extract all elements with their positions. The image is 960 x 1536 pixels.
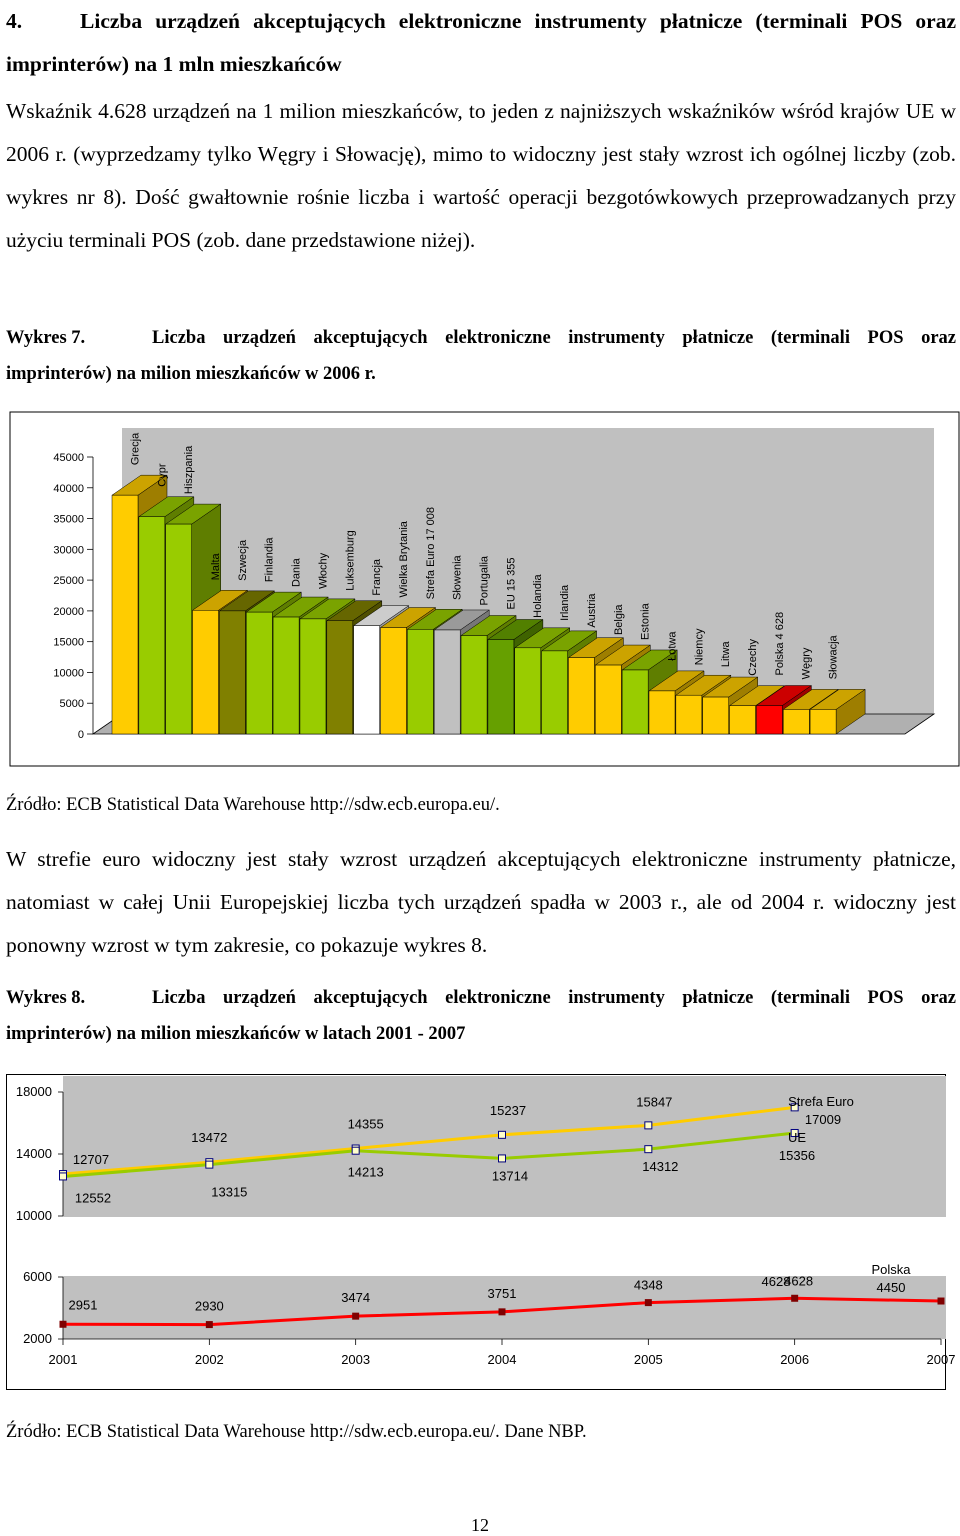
- chart7-category-label: Łotwa: [666, 631, 679, 661]
- figure8-caption: [6, 980, 956, 1052]
- figure7-title: Liczba urządzeń akceptujących elektroniczne instrumenty płatnicze (terminali POS oraz imprinterów) na milion mieszkańców w 2006 r.: [6, 328, 956, 384]
- section-heading: [6, 0, 956, 86]
- chart7-ytick-label: 0: [77, 729, 84, 741]
- chart7-category-label: Finlandia: [263, 537, 276, 583]
- chart7-ytick-label: 45000: [53, 452, 84, 464]
- chart8-point: [645, 1146, 652, 1153]
- chart8-data-label: 2930: [194, 1298, 224, 1314]
- chart8-xtick-label: 2004: [487, 1352, 517, 1367]
- chart7-category-label: Francja: [371, 558, 384, 596]
- chart7-category-label: Słowenia: [451, 555, 464, 600]
- chart7-category-label: EU 15 355: [505, 557, 518, 610]
- chart7-category-label: Węgry: [800, 647, 813, 680]
- chart8-point: [60, 1173, 67, 1180]
- chart8-data-label: 15847: [636, 1094, 673, 1110]
- chart8-ytick-label: 6000: [23, 1269, 52, 1284]
- chart7-category-label: Luksemburg: [344, 530, 357, 591]
- chart7-category-label: Włochy: [317, 552, 330, 589]
- chart7-category-label: Wielka Brytania: [398, 521, 410, 598]
- figure7-chart: [10, 412, 960, 767]
- chart8-data-label: 13472: [191, 1130, 228, 1146]
- chart7-category-label: Dania: [290, 558, 303, 588]
- chart8-series-name: UE: [787, 1130, 807, 1145]
- chart8-point: [938, 1298, 944, 1304]
- chart8-axis-break: [63, 1217, 946, 1276]
- chart8-data-label: 14213: [347, 1164, 384, 1180]
- chart7-category-label: Szwecja: [236, 539, 249, 581]
- chart8-data-label: 15356: [778, 1148, 816, 1163]
- chart8-ytick-label: 18000: [15, 1084, 52, 1099]
- chart8-point: [206, 1322, 212, 1328]
- chart7-ytick-label: 40000: [53, 482, 84, 495]
- chart8-point: [60, 1321, 66, 1327]
- figure8-label: Wykres 8.: [6, 988, 86, 1008]
- chart7-category-label: Czechy: [747, 638, 760, 676]
- chart7-category-label: Malta: [210, 553, 223, 581]
- chart8-xtick-label: 2003: [341, 1352, 371, 1367]
- figure7-source: Źródło: ECB Statistical Data Warehouse http://sdw.ecb.europa.eu/.: [6, 795, 500, 815]
- paragraph-2: W strefie euro widoczny jest stały wzrost urządzeń akceptujących elektroniczne instrumenty płatnicze, natomiast w całej Unii Europejskiej liczba tych urządzeń spadła w 2003 r., ale od 2004 r. widoczny jest ponowny wzrost w tym zakresie, co pokazuje wykres 8.: [6, 847, 956, 957]
- chart8-data-label: 13315: [211, 1184, 248, 1200]
- figure7-label: Wykres 7.: [6, 328, 86, 348]
- chart7-ytick-label: 25000: [53, 575, 84, 588]
- chart7-category-label: Holandia: [532, 574, 545, 618]
- chart8-data-label: 14355: [347, 1116, 384, 1132]
- chart8-point: [352, 1147, 359, 1154]
- figure8-source: Źródło: ECB Statistical Data Warehouse http://sdw.ecb.europa.eu/. Dane NBP.: [6, 1422, 587, 1442]
- chart8-xtick-label: 2001: [48, 1352, 78, 1367]
- chart7-ytick-label: 15000: [53, 636, 84, 649]
- chart7-category-label: Polska 4 628: [773, 611, 786, 676]
- chart7-category-label: Grecja: [129, 432, 142, 466]
- chart8-xtick-label: 2002: [194, 1352, 224, 1367]
- chart8-point: [499, 1155, 506, 1162]
- chart7-category-label: Estonia: [639, 603, 652, 640]
- chart8-point: [499, 1131, 506, 1138]
- chart8-series-name: Strefa Euro: [788, 1094, 854, 1109]
- chart8-data-label: 12552: [74, 1190, 112, 1206]
- chart8-point: [792, 1295, 798, 1301]
- chart8-point: [645, 1122, 652, 1129]
- chart8-data-label: 2951: [68, 1297, 98, 1313]
- chart8-data-label: 13714: [491, 1168, 529, 1184]
- figure7-caption: [6, 320, 956, 392]
- chart7-ytick-label: 5000: [59, 698, 84, 711]
- chart7-ytick-label: 30000: [53, 544, 84, 557]
- figure8-chart: [6, 1074, 956, 1390]
- chart8-xtick-label: 2007: [926, 1352, 956, 1367]
- chart7-category-label: Belgia: [612, 604, 625, 636]
- chart8-data-label: 4628: [761, 1274, 791, 1289]
- chart8-ytick-label: 2000: [23, 1331, 52, 1346]
- page-number: 12: [471, 1515, 489, 1535]
- chart7-category-label: Litwa: [720, 641, 733, 668]
- chart8-point: [645, 1300, 651, 1306]
- chart8-series-name: Polska: [871, 1262, 911, 1277]
- chart8-point: [499, 1309, 505, 1315]
- chart8-data-label: 3751: [487, 1285, 517, 1301]
- chart8-data-label: 15237: [489, 1102, 527, 1118]
- chart8-xtick-label: 2005: [633, 1352, 663, 1367]
- chart7-category-label: Irlandia: [559, 584, 572, 621]
- chart8-data-label: 4348: [633, 1277, 663, 1293]
- chart7-category-label: Słowacja: [827, 635, 840, 680]
- paragraph-1: Wskaźnik 4.628 urządzeń na 1 milion mieszkańców, to jeden z najniższych wskaźników wśród krajów UE w 2006 r. (wyprzedzamy tylko Węgry i Słowację), mimo to widoczny jest stały wzrost ich ogólnej liczby (zob. wykres nr 8). Dość gwałtownie rośnie liczba i wartość operacji bezgotówkowych przeprowadzanych przy użyciu terminali POS (zob. dane przedstawione niżej).: [6, 99, 956, 252]
- chart7-category-label: Strefa Euro 17 008: [424, 506, 437, 600]
- chart8-data-label: 14312: [642, 1159, 679, 1175]
- section-title: Liczba urządzeń akceptujących elektroniczne instrumenty płatnicze (terminali POS oraz imprinterów) na 1 mln mieszkańców: [6, 9, 956, 76]
- chart7-category-label: Hiszpania: [183, 445, 196, 495]
- chart7-category-label: Portugalia: [478, 555, 491, 606]
- chart8-point: [353, 1313, 359, 1319]
- chart8-ytick-label: 10000: [15, 1208, 52, 1223]
- chart8-data-label: 17009: [804, 1112, 842, 1127]
- chart8-data-label: 12707: [72, 1152, 110, 1168]
- chart8-data-label: 3474: [341, 1290, 371, 1306]
- chart7-ytick-label: 10000: [53, 667, 84, 680]
- chart8-ytick-label: 14000: [15, 1146, 52, 1161]
- chart8-xtick-label: 2006: [780, 1352, 810, 1367]
- figure8-title: Liczba urządzeń akceptujących elektroniczne instrumenty płatnicze (terminali POS oraz imprinterów) na milion mieszkańców w latach 2001 - 2007: [6, 988, 956, 1044]
- chart7-category-label: Austria: [585, 593, 598, 628]
- chart7-category-label: Cypr: [156, 463, 169, 487]
- chart8-point: [206, 1161, 213, 1168]
- chart8-data-label: 4628: [784, 1273, 814, 1289]
- chart8-data-label: 4450: [876, 1280, 906, 1295]
- chart7-ytick-label: 20000: [53, 605, 84, 618]
- chart7-ytick-label: 35000: [53, 513, 84, 526]
- chart7-category-label: Niemcy: [693, 628, 706, 666]
- section-number: 4.: [6, 9, 23, 33]
